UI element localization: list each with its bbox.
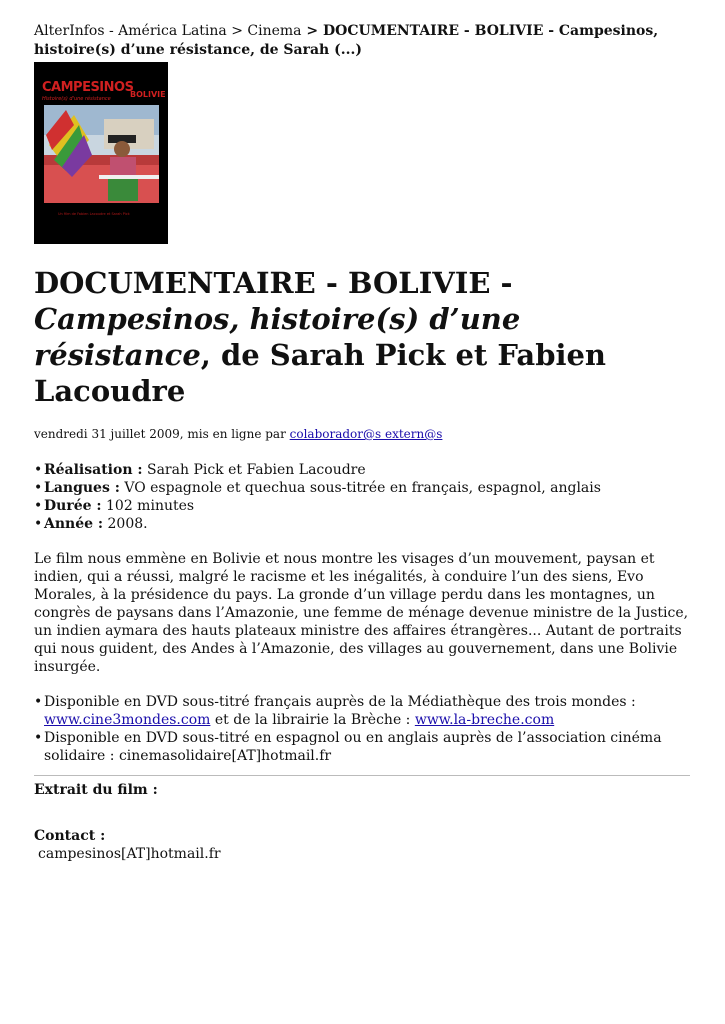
divider bbox=[34, 775, 690, 776]
breadcrumb-section-link[interactable]: Cinema bbox=[247, 23, 302, 39]
breadcrumb-site-link[interactable]: AlterInfos - América Latina bbox=[34, 23, 227, 39]
contact-block bbox=[34, 827, 221, 863]
breadcrumb-current: DOCUMENTAIRE - BOLIVIE - Campesinos, histoire(s) d’une résistance, de Sarah (...) bbox=[34, 23, 659, 58]
fact-label: Année : bbox=[44, 516, 104, 532]
list-item bbox=[34, 693, 694, 729]
film-poster-image bbox=[34, 62, 168, 244]
article-title-prefix: DOCUMENTAIRE - BOLIVIE - bbox=[34, 266, 513, 300]
poster-credit: Un film de Fabien Lacoudre et Sarah Pick bbox=[58, 212, 130, 216]
availability-text: Disponible en DVD sous-titré français auprès de la Médiathèque des trois mondes : bbox=[44, 694, 636, 710]
fact-label: Durée : bbox=[44, 498, 102, 514]
breadcrumb-separator: > bbox=[226, 23, 248, 39]
fact-label: Langues : bbox=[44, 480, 120, 496]
list-item bbox=[34, 479, 694, 497]
cine3mondes-link[interactable]: www.cine3mondes.com bbox=[44, 712, 211, 728]
article-meta bbox=[34, 426, 694, 442]
breadcrumb bbox=[34, 22, 694, 60]
poster-photo bbox=[44, 105, 159, 203]
poster-tagline: Histoire(s) d'une résistance bbox=[42, 96, 111, 102]
list-item bbox=[34, 461, 694, 479]
author-link[interactable]: colaborador@s extern@s bbox=[289, 427, 443, 441]
poster-title: CAMPESINOS bbox=[42, 80, 134, 95]
article-title-italic: Campesinos, histoire(s) d’une résistance bbox=[34, 302, 521, 372]
availability-text: et de la librairie la Brèche : bbox=[210, 712, 415, 728]
contact-email: campesinos[AT]hotmail.fr bbox=[38, 846, 221, 862]
fact-value: 2008. bbox=[103, 516, 148, 532]
fact-value: VO espagnole et quechua sous-titrée en français, espagnol, anglais bbox=[119, 480, 601, 496]
article-title bbox=[34, 265, 694, 409]
article-body: Le film nous emmène en Bolivie et nous montre les visages d’un mouvement, paysan et indien, qui a réussi, malgré le racisme et les inégalités, à conduire l’un des siens, Evo Morales, à la présidence du pays. La gronde d’un village perdu dans les montagnes, un congrès de paysans dans l’Amazonie, une femme de ménage devenue ministre de la Justice, un indien aymara des hauts plateaux ministre des affaires étrangères... Autant de portraits qui nous guident, des Andes à l’Amazonie, des villages au gouvernement, dans une Bolivie insurgée. bbox=[34, 551, 689, 675]
list-item bbox=[34, 497, 694, 515]
fact-value: 102 minutes bbox=[101, 498, 195, 514]
breadcrumb-separator: > bbox=[301, 23, 324, 39]
list-item bbox=[34, 515, 694, 533]
list-item bbox=[34, 729, 694, 765]
fact-label: Réalisation : bbox=[44, 462, 143, 478]
article-page bbox=[34, 22, 694, 799]
availability-text: Disponible en DVD sous-titré en espagnol ou en anglais auprès de l’association cinéma solidaire : cinemasolidaire[AT]hotmail.fr bbox=[44, 730, 662, 764]
publication-date: vendredi 31 juillet 2009, mis en ligne par bbox=[34, 427, 290, 441]
la-breche-link[interactable]: www.la-breche.com bbox=[414, 712, 555, 728]
poster-subtitle: BOLIVIE bbox=[130, 90, 166, 99]
film-excerpt-heading: Extrait du film : bbox=[34, 782, 158, 798]
article-title-suffix: , de Sarah Pick et Fabien Lacoudre bbox=[34, 338, 607, 408]
film-facts-list bbox=[34, 461, 694, 533]
availability-list bbox=[34, 693, 694, 765]
fact-value: Sarah Pick et Fabien Lacoudre bbox=[142, 462, 366, 478]
contact-label: Contact : bbox=[34, 828, 106, 844]
